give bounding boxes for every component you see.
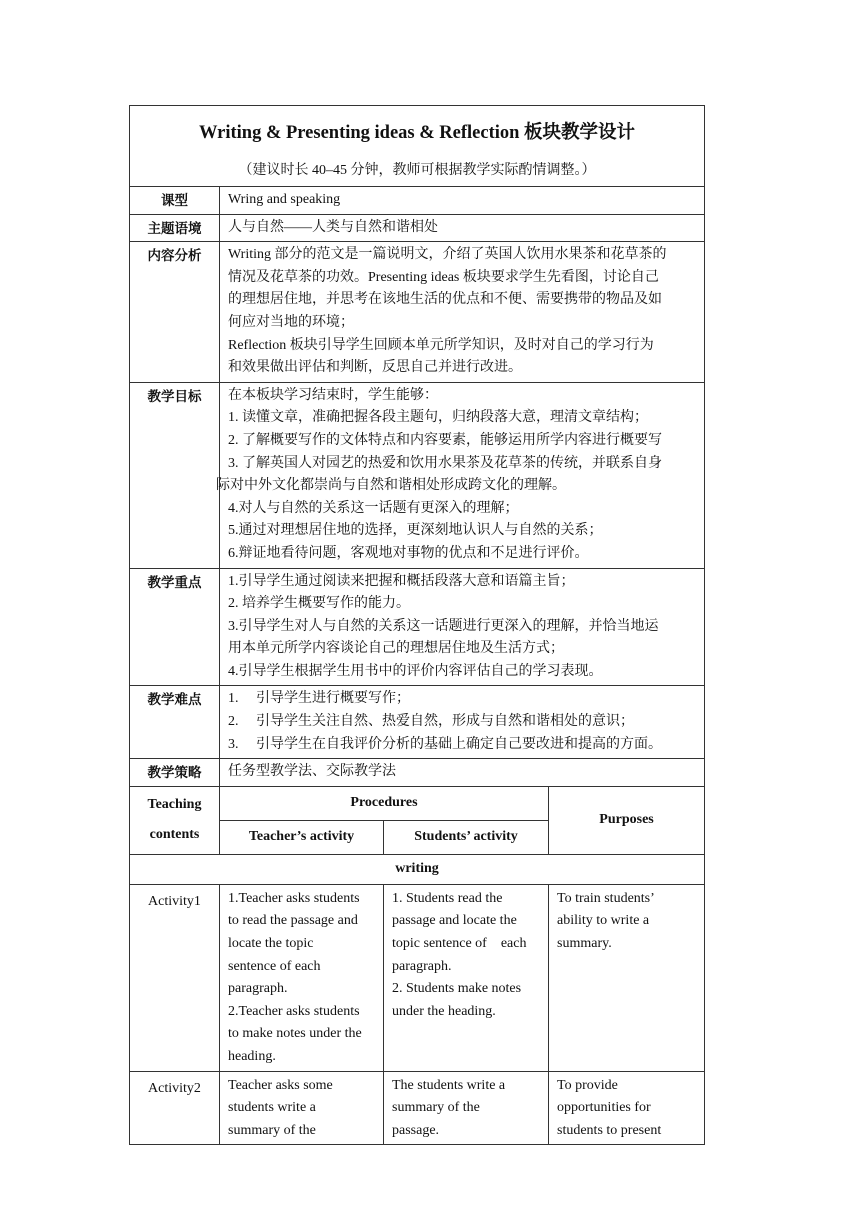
row-content (220, 686, 705, 759)
lesson-plan-table (129, 105, 705, 1145)
activity-line: The students write a (392, 1077, 506, 1093)
students-activity-cell (384, 884, 549, 1071)
students-activity-header: Students’ activity (384, 820, 549, 854)
content-line: 1. 读懂文章，准确把握各段主题句，归纳段落大意，理清文章结构； (228, 410, 648, 426)
activity-line: students to present (557, 1122, 662, 1138)
activity-row (130, 1071, 705, 1145)
activity-line: locate the topic (228, 936, 314, 952)
content-line: 4.引导学生根据学生用书中的评价内容评估自己的学习表现。 (228, 663, 603, 679)
row-content (220, 214, 705, 242)
content-line: 用本单元所学内容谈论自己的理想居住地及生活方式； (228, 641, 564, 657)
content-line: 人与自然——人类与自然和谐相处 (228, 219, 438, 235)
info-row (130, 187, 705, 215)
activity-line: To train students’ (557, 890, 655, 906)
activity-line: summary of the (228, 1122, 316, 1138)
page-subtitle: （建议时长 40–45 分钟，教师可根据教学实际酌情调整。） (238, 163, 596, 178)
section-writing: writing (130, 854, 705, 884)
activity-line: 2. Students make notes (392, 981, 522, 997)
content-line: 1. 引导学生进行概要写作； (228, 691, 410, 707)
info-rows (130, 187, 705, 787)
row-label: 教学重点 (130, 568, 220, 686)
activity-line: passage and locate the (392, 913, 517, 929)
info-row (130, 686, 705, 759)
content-line: Wring and speaking (228, 192, 341, 207)
title-cell (130, 106, 705, 187)
activity-line: opportunities for (557, 1100, 651, 1116)
contents-label: contents (149, 827, 200, 843)
info-row (130, 214, 705, 242)
students-activity-cell (384, 1071, 549, 1145)
activity-line: To provide (557, 1077, 618, 1093)
info-row (130, 382, 705, 568)
row-label: 课型 (130, 187, 220, 215)
teacher-activity-header: Teacher’s activity (220, 820, 384, 854)
activity-line: 2.Teacher asks students (228, 1003, 360, 1019)
content-line: Reflection 板块引导学生回顾本单元所学知识，及时对自己的学习行为 (228, 337, 654, 353)
page-title: Writing & Presenting ideas & Reflection 板块教学设计 (198, 123, 636, 143)
content-line: 何应对当地的环境； (228, 314, 354, 330)
row-label: 教学难点 (130, 686, 220, 759)
activity-line: sentence of each (228, 958, 321, 974)
content-line: 在本板块学习结束时，学生能够： (228, 387, 438, 403)
activity-line: paragraph. (228, 981, 288, 997)
content-line: 际对中外文化都崇尚与自然和谐相处形成跨文化的理解。 (216, 478, 566, 494)
teaching-label: Teaching (147, 797, 202, 813)
info-row (130, 242, 705, 383)
activity-line: Teacher asks some (228, 1077, 333, 1093)
info-row (130, 759, 705, 787)
content-line: 情况及花草茶的功效。Presenting ideas 板块要求学生先看图，讨论自己 (228, 269, 659, 285)
teacher-activity-cell (220, 1071, 384, 1145)
activity-line: to read the passage and (228, 913, 358, 929)
content-line: 任务型教学法、交际教学法 (228, 764, 396, 780)
row-label: 教学策略 (130, 759, 220, 787)
activity-line: paragraph. (392, 958, 452, 974)
activity-line: summary. (557, 936, 612, 952)
purposes-header: Purposes (549, 786, 705, 854)
activity-line: 1.Teacher asks students (228, 890, 360, 906)
teacher-activity-cell (220, 884, 384, 1071)
content-line: 的理想居住地，并思考在该地生活的优点和不便、需要携带的物品及如 (228, 292, 662, 308)
row-content (220, 242, 705, 383)
content-line: 2. 引导学生关注自然、热爱自然，形成与自然和谐相处的意识； (228, 714, 634, 730)
content-line: 3. 了解英国人对园艺的热爱和饮用水果茶及花草茶的传统，并联系自身 (228, 455, 662, 471)
activity-line: summary of the (392, 1100, 480, 1116)
content-line: 5.通过对理想居住地的选择，更深刻地认识人与自然的关系； (228, 523, 603, 539)
content-line: 2. 培养学生概要写作的能力。 (228, 596, 410, 612)
row-content (220, 759, 705, 787)
purpose-cell (549, 884, 705, 1071)
activity-name: Activity1 (130, 884, 220, 1071)
row-content (220, 187, 705, 215)
activity-line: ability to write a (557, 913, 650, 929)
content-line: 2. 了解概要写作的文体特点和内容要素，能够运用所学内容进行概要写 (228, 432, 662, 448)
activity-line: to make notes under the (228, 1026, 362, 1042)
activity-row (130, 884, 705, 1071)
info-row (130, 568, 705, 686)
content-line: Writing 部分的范文是一篇说明文，介绍了英国人饮用水果茶和花草茶的 (228, 247, 667, 263)
activity-line: topic sentence of each (392, 936, 527, 952)
activity-line: under the heading. (392, 1003, 496, 1019)
row-content (220, 568, 705, 686)
content-line: 3.引导学生对人与自然的关系这一话题进行更深入的理解，并恰当地运 (228, 618, 659, 634)
activity-rows (130, 884, 705, 1145)
content-line: 4.对人与自然的关系这一话题有更深入的理解； (228, 500, 519, 516)
row-label: 主题语境 (130, 214, 220, 242)
activity-line: passage. (392, 1122, 440, 1138)
content-line: 6.辩证地看待问题，客观地对事物的优点和不足进行评价。 (228, 545, 589, 561)
row-label: 内容分析 (130, 242, 220, 383)
procedures-header: Procedures (220, 786, 549, 820)
activity-name: Activity2 (130, 1071, 220, 1145)
activity-line: 1. Students read the (392, 890, 503, 906)
content-line: 3. 引导学生在自我评价分析的基础上确定自己要改进和提高的方面。 (228, 736, 662, 752)
row-label: 教学目标 (130, 382, 220, 568)
activity-line: heading. (228, 1049, 276, 1064)
teaching-contents-header (130, 786, 220, 854)
purpose-cell (549, 1071, 705, 1145)
content-line: 1.引导学生通过阅读来把握和概括段落大意和语篇主旨； (228, 573, 575, 589)
content-line: 和效果做出评估和判断，反思自己并进行改进。 (228, 360, 522, 376)
activity-line: students write a (228, 1100, 316, 1116)
row-content (216, 382, 705, 568)
